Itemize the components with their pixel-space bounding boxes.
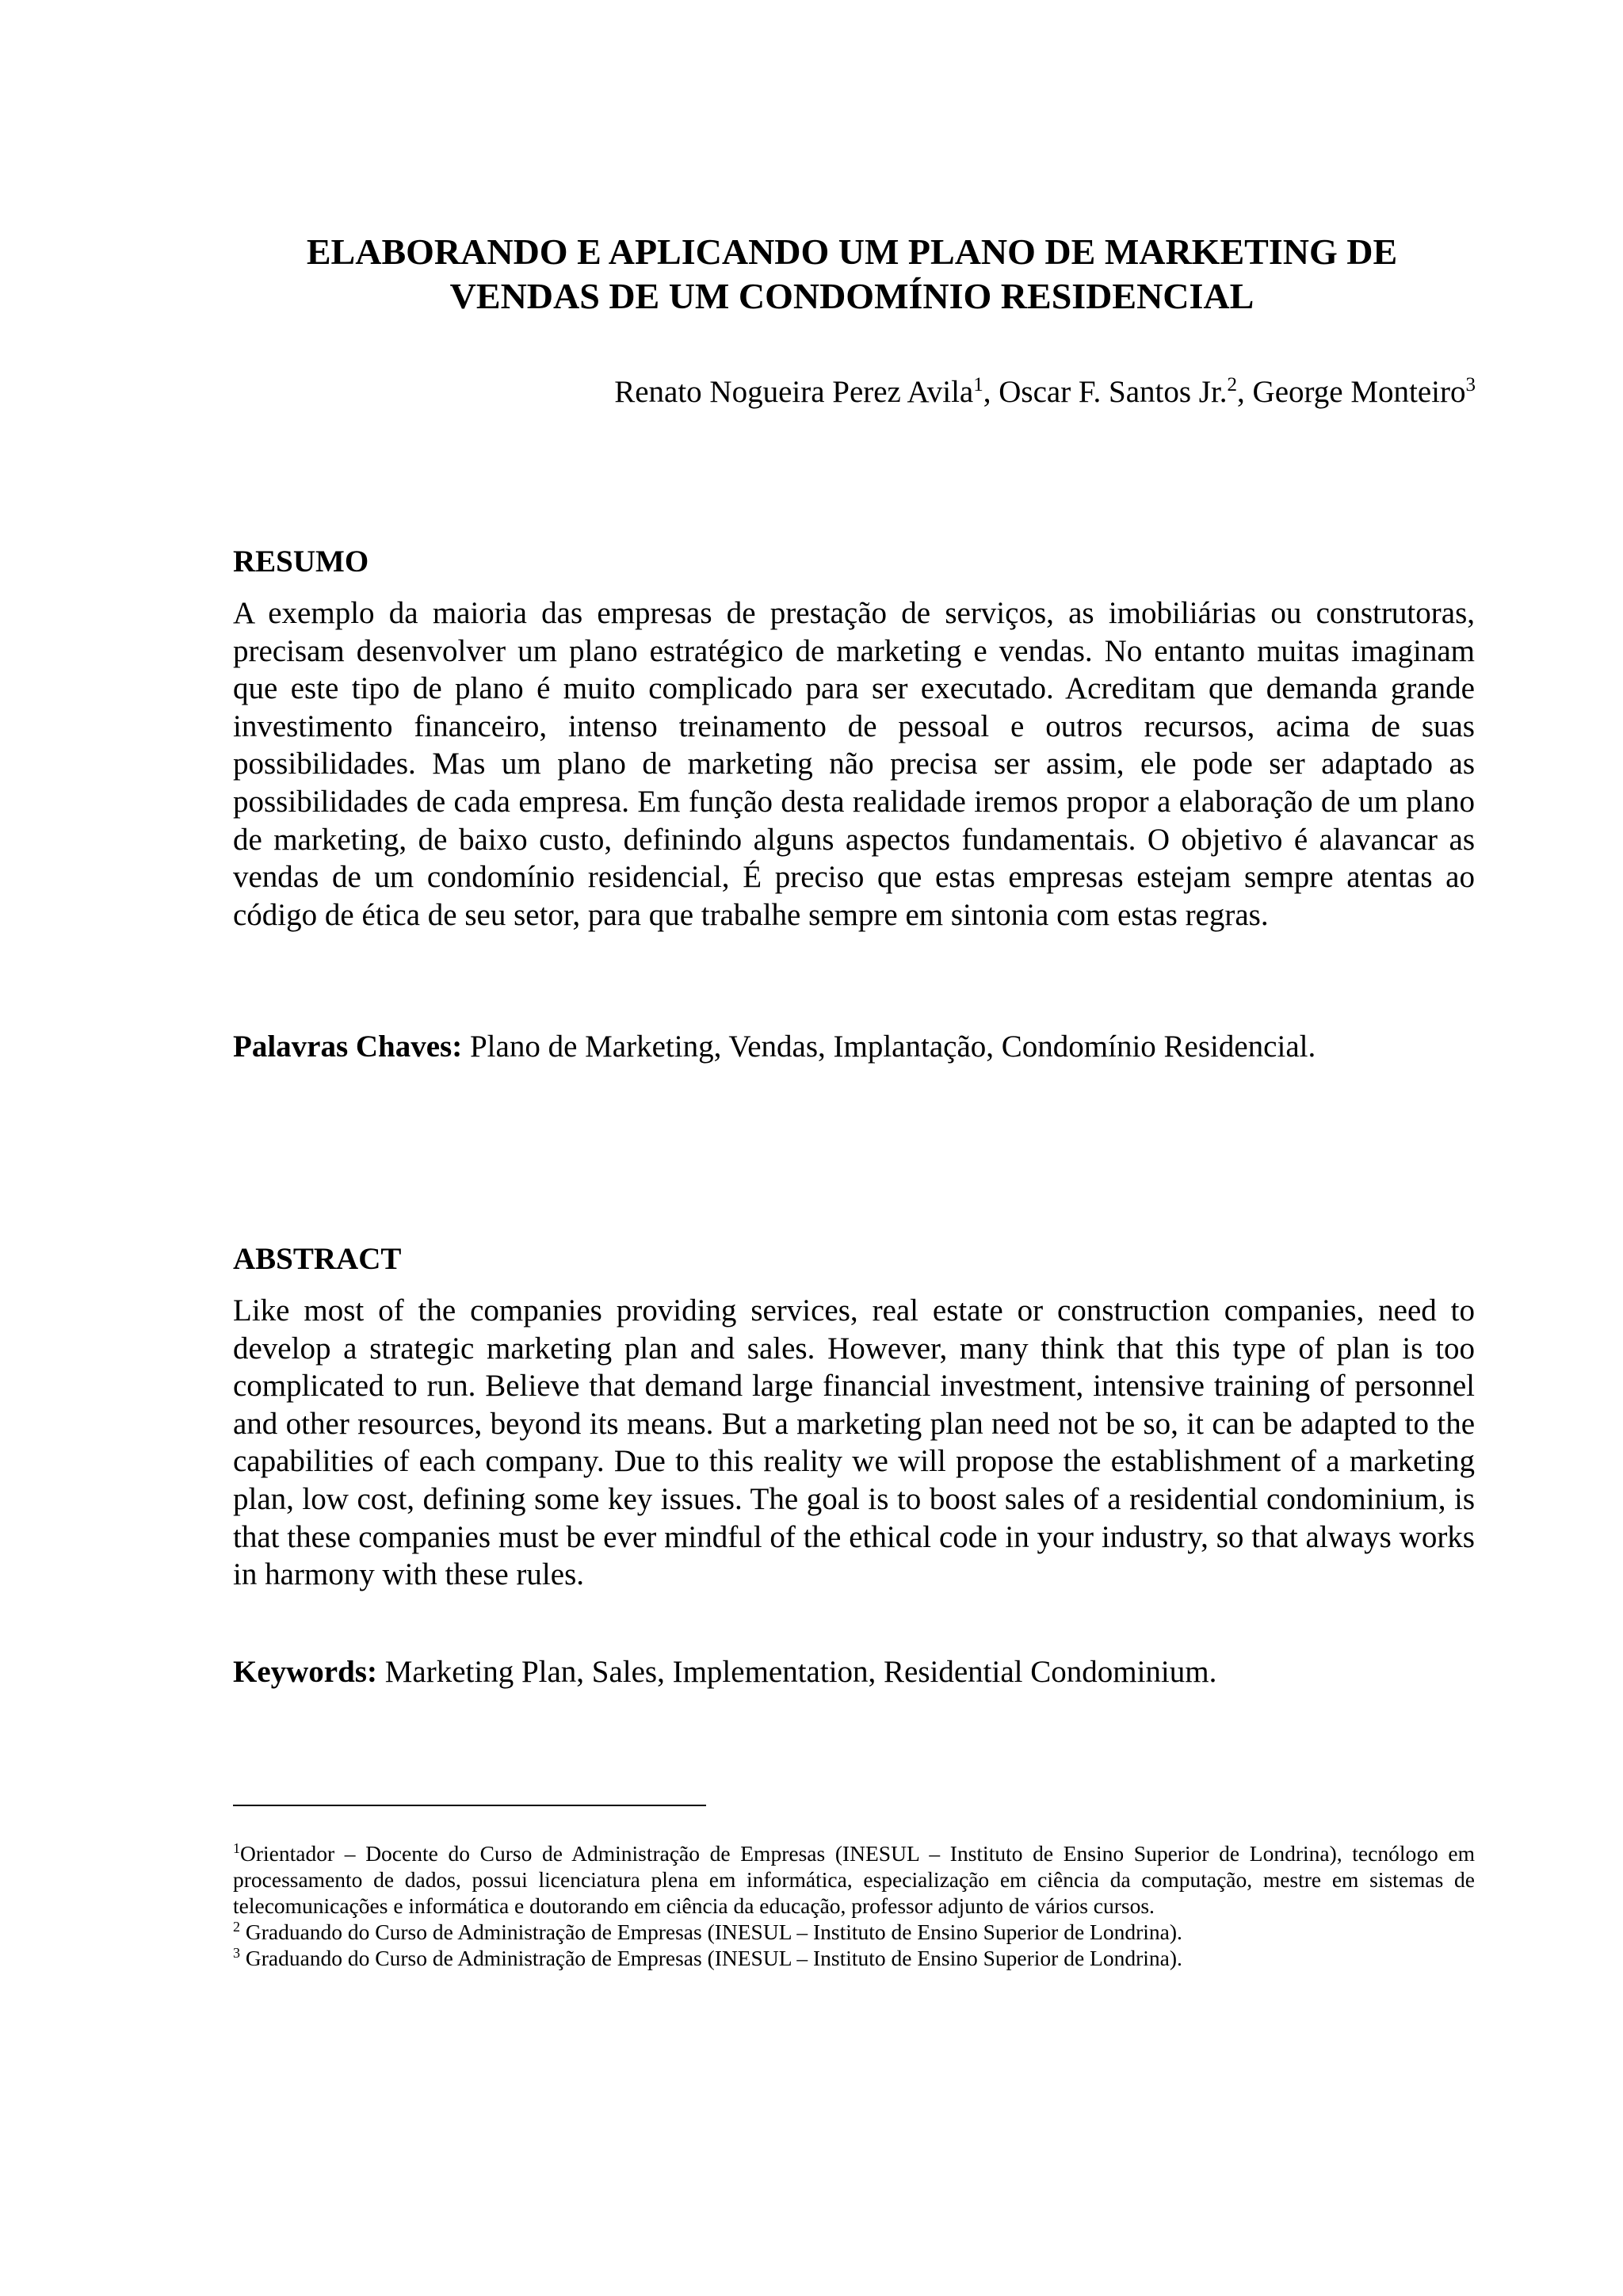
footnotes <box>233 1840 1475 1971</box>
resumo-heading: RESUMO <box>233 544 369 579</box>
footnote-item <box>233 1840 1475 1919</box>
resumo-keywords-label: Palavras Chaves: <box>233 1030 463 1064</box>
title-line-2: VENDAS DE UM CONDOMÍNIO RESIDENCIAL <box>449 276 1254 316</box>
abstract-body: Like most of the companies providing services, real estate or construction companies, need to develop a strategic marketing plan and sales. However, many think that this type of plan is too complicated to run. Believe that demand large financial investment, intensive training of personnel and other resources, beyond its means. But a marketing plan need not be so, it can be adapted to the capabilities of each company. Due to this reality we will propose the establishment of a marketing plan, low cost, defining some key issues. The goal is to boost sales of a residential condominium, is that these companies must be ever mindful of the ethical code in your industry, so that always works in harmony with these rules. <box>233 1293 1475 1592</box>
abstract-keywords <box>233 1653 1501 1691</box>
footnote-text: Graduando do Curso de Administração de Empresas (INESUL – Instituto de Ensino Superior de Londrina). <box>240 1920 1182 1944</box>
abstract-keywords-label: Keywords: <box>233 1655 377 1689</box>
footnote-text: Orientador – Docente do Curso de Administração de Empresas (INESUL – Instituto de Ensino Superior de Londrina), tecnólogo em processamento de dados, possui licenciatura plena em informática, especialização em ciência da computação, mestre em sistemas de telecomunicações e informática e doutorando em ciência da educação, professor adjunto de vários cursos. <box>233 1841 1475 1918</box>
resumo-body: A exemplo da maioria das empresas de prestação de serviços, as imobiliárias ou construtoras, precisam desenvolver um plano estratégico de marketing e vendas. No entanto muitas imaginam que este tipo de plano é muito complicado para ser executado. Acreditam que demanda grande investimento financeiro, intenso treinamento de pessoal e outros recursos, acima de suas possibilidades. Mas um plano de marketing não precisa ser assim, ele pode ser adaptado as possibilidades de cada empresa. Em função desta realidade iremos propor a elaboração de um plano de marketing, de baixo custo, definindo alguns aspectos fundamentais. O objetivo é alavancar as vendas de um condomínio residencial, É preciso que estas empresas estejam sempre atentas ao código de ética de seu setor, para que trabalhe sempre em sintonia com estas regras. <box>233 596 1475 932</box>
abstract-keywords-list: Marketing Plan, Sales, Implementation, Residential Condominium. <box>376 1655 1217 1689</box>
resumo-keywords-list: Plano de Marketing, Vendas, Implantação, Condomínio Residencial. <box>462 1030 1316 1064</box>
footnote-mark: 1 <box>233 1840 240 1856</box>
author-list <box>614 372 1476 412</box>
resumo-keywords <box>233 1028 1501 1066</box>
paper-title <box>230 230 1474 319</box>
author-footnote-mark: 3 <box>1465 374 1476 395</box>
author-footnote-mark: 1 <box>973 374 983 395</box>
author-separator: , <box>1237 375 1253 409</box>
footnote-divider <box>233 1805 706 1806</box>
author-footnote-mark: 2 <box>1227 374 1238 395</box>
footnote-item <box>233 1919 1475 1945</box>
footnote-mark: 2 <box>233 1919 240 1935</box>
author-name: George Monteiro <box>1252 375 1466 409</box>
footnote-mark: 3 <box>233 1945 240 1961</box>
author-name: Renato Nogueira Perez Avila <box>614 375 974 409</box>
abstract-heading: ABSTRACT <box>233 1242 402 1276</box>
title-line-1: ELABORANDO E APLICANDO UM PLANO DE MARKETING DE <box>306 231 1398 272</box>
author-separator: , <box>983 375 999 409</box>
footnote-item <box>233 1945 1475 1971</box>
footnote-text: Graduando do Curso de Administração de Empresas (INESUL – Instituto de Ensino Superior de Londrina). <box>240 1946 1182 1970</box>
author-name: Oscar F. Santos Jr. <box>999 375 1228 409</box>
